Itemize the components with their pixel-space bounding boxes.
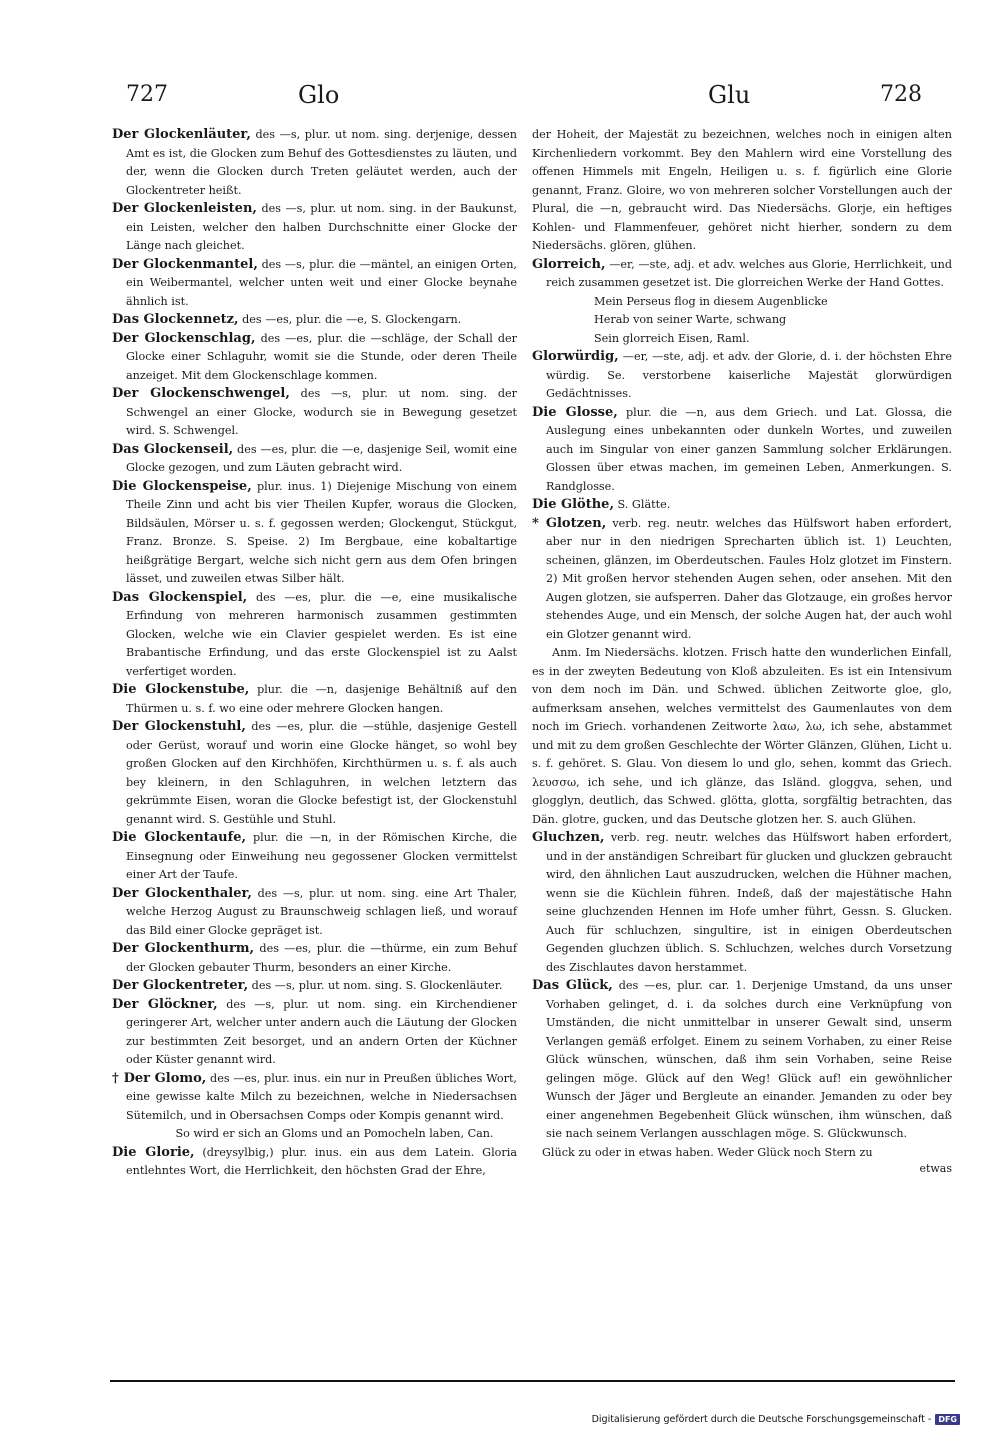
left-page-number: 727 [126,82,168,107]
dictionary-entry [112,441,517,478]
entry-headword: Glorwürdig, [532,349,619,364]
entry-headword: Die Glockentaufe, [112,830,247,845]
entry-headword: Das Glockenseil, [112,441,234,457]
left-running-head: Glo [298,81,340,109]
left-column [112,126,517,1181]
etymology-note: Anm. Im Niedersächs. klotzen. Frisch hatte den wunderlichen Einfall, es in der zweyten Bedeutung von Kloß abzuleiten. Es ist ein Intensivum von dem noch im Dän. und Schwed. üblichen Zeitworte gloe, glo, aufmerksam ansehen, welches vermittelst des Gaumenlautes von dem noch im Griech. vorhandenen Zeitworte λαω, λω, ich sehe, abstammet und mit zu dem großen Geschlechte der Wörter Glänzen, Glühen, Licht u. s. f. gehöret. S. Glau. Von diesem lo und glo, sehen, kommt das Griech. λευσσω, ich sehe, und ich glänze, das Isländ. gloggva, sehen, und glogglyn, deutlich, das Schwed. glötta, glotta, sorgfältig betrachten, das Dän. glotre, gucken, und das Deutsche glotzen her. S. auch Glühen. [532,646,952,826]
dictionary-entry [112,829,517,885]
entry-headword: Der Glockenschwengel, [112,386,290,401]
entry-headword: Die Glockenspeise, [112,478,252,494]
verse-quotation: Sein glorreich Eisen, Raml. [594,331,750,345]
entry-definition: des —s, plur. ut nom. sing. der Schwengel an einer Glocke, wodurch sie in Bewegung gesetzet wird. S. Schwengel. [126,387,517,437]
right-running-head: Glu [708,81,751,109]
entry-definition: des —es, plur. die —e, eine musikalische Erfindung von mehreren harmonisch zusammen gestimmten Glocken, welche wie ein Clavier gespielet werden. Es ist eine Brabantische Erfindung, und das erste Glockenspiel ist zu Aalst verfertiget worden. [126,590,518,678]
dictionary-entry [112,718,517,829]
dictionary-entry [532,404,952,497]
dictionary-entry [112,977,517,996]
entry-definition: plur. inus. 1) Diejenige Mischung von einem Theile Zinn und acht bis vier Theilen Kupfer, woraus die Glocken, Bildsäulen, Mörser u. s. f. gegossen werden; Glockengut, Stückgut, Franz. Bronze. S. Speise. 2) Im Bergbaue, eine kobaltartige heißgrätige Bergart, welche sich nicht gern aus dem Ofen bringen lässet, und zuweilen etwas Silber hält. [126,479,517,585]
entry-definition: des —s, plur. die —mäntel, an einigen Orten, ein Weibermantel, welcher unten weit und einer Glocke beynahe ähnlich ist. [126,257,517,308]
entry-definition: —er, —ste, adj. et adv. welches aus Glorie, Herrlichkeit, und reich zusammen gesetzet ist. Die glorreichen Werke der Hand Gottes. [546,257,952,289]
entry-headword: * Glotzen, [532,515,607,531]
entry-definition: des —s, plur. ut nom. sing. ein Kirchendiener geringerer Art, welcher unter andern auch die Läutung der Glocken zur bestimmten Zeit besorget, und an andern Orten der Küchner oder Küster genannt wird. [126,997,517,1066]
dictionary-entry [112,940,517,977]
verse-quotation: Mein Perseus flog in diesem Augenblicke [594,294,828,308]
right-column [532,126,952,1175]
entry-headword: Der Glockenstuhl, [112,719,246,734]
entry-definition: plur. die —n, aus dem Griech. und Lat. Glossa, die Auslegung eines unbekannten oder dunkeln Wortes, und zuweilen auch im Singular von einer ganzen Sammlung solcher Erklärungen. Glossen über etwas machen, im gemeinen Leben, Anmerkungen. S. Randglosse. [546,405,953,493]
dictionary-entry [112,885,517,941]
entry-continuation-line: Glück zu oder in etwas haben. Weder Glück noch Stern zu [542,1145,873,1159]
dictionary-entry [112,330,517,386]
dictionary-entry [532,348,952,404]
catchword: etwas [919,1161,952,1175]
entry-definition: verb. reg. neutr. welches das Hülfswort haben erfordert, und in der anständigen Schreibart für glucken und gluckzen gebraucht wird, den ähnlichen Laut auszudrucken, welchen die Hühner machen, wenn sie die Küchlein führen. Indeß, daß der majestätische Hahn seine gluchzenden Hennen im Hofe umher führt, Gessn. S. Glucken. Auch für schluchzen, singultire, ist in einigen Oberdeutschen Gegenden gluchzen üblich. S. Schluchzen, welches durch Vorsetzung des Zischlautes davon herstammet. [546,831,952,974]
dictionary-entry [112,126,517,200]
entry-headword: Der Glockenläuter, [112,127,251,142]
entry-definition: (dreysylbig,) plur. inus. ein aus dem Latein. Gloria entlehntes Wort, die Herrlichkeit, den höchsten Grad der Ehre, [126,1145,517,1177]
entry-headword: Glorreich, [532,256,606,272]
entry-definition: des —es, plur. die —e, dasjenige Seil, womit eine Glocke gezogen, und zum Läuten gebracht wird. [126,442,517,474]
dictionary-entry [532,829,952,977]
dictionary-entry [112,385,517,441]
entry-definition: —er, —ste, adj. et adv. der Glorie, d. i. der höchsten Ehre würdig. Se. verstorbene kaiserliche Majestät glorwürdigen Gedächtnisses. [546,350,952,400]
dictionary-entry [112,1144,517,1181]
entry-headword: Die Glorie, [112,1144,195,1160]
dictionary-entry [112,256,517,312]
entry-definition: des —es, plur. die —stühle, dasjenige Gestell oder Gerüst, worauf und worin eine Glocke hänget, so wohl bey großen Glocken auf den Kirchhöfen, Kirchthürmen u. s. f. als auch bey kleinern, in den Schlaguhren, in welchen letztern das gekrümmte Eisen, woran die Glocke befestigt ist, der Glockenstuhl genannt wird. S. Gestühle und Stuhl. [126,720,517,826]
dictionary-entry [112,996,517,1070]
entry-headword: Das Glockennetz, [112,312,239,327]
entry-headword: Das Glockenspiel, [112,589,248,605]
entry-headword: Der Glockenschlag, [112,330,256,346]
footer-text: Digitalisierung gefördert durch die Deutsche Forschungsgemeinschaft - [591,1414,932,1425]
dictionary-entry [532,515,952,645]
entry-headword: Der Glöckner, [112,996,218,1012]
dictionary-entry [112,311,517,330]
entry-definition: des —es, plur. die —thürme, ein zum Behuf der Glocken gebauter Thurm, besonders an einer Kirche. [126,942,518,974]
entry-headword: Der Glockenthaler, [112,885,252,901]
entry-continuation: der Hoheit, der Majestät zu bezeichnen, welches noch in einigen alten Kirchenliedern vorkommt. Bey den Mahlern wird eine Vorstellung des offenen Himmels mit Engeln, Heiligen u. s. f. figürlich eine Glorie genannt, Franz. Gloire, wo von mehreren solcher Vorstellungen auch der Plural, die —n, gebraucht wird. Das Niedersächs. Glorje, ein heftiges Kohlen- und Flammenfeuer, gehöret nicht hierher, sondern zu dem Niedersächs. glören, glühen. [532,128,952,252]
entry-definition: des —es, plur. inus. ein nur in Preußen übliches Wort, eine gewisse kalte Milch zu bezeichnen, welche in Niedersachsen Sütemilch, und in Obersachsen Comps oder Kompis genannt wird. [126,1071,517,1122]
entry-definition: des —es, plur. die —e, S. Glockengarn. [242,313,462,326]
entry-headword: Die Glosse, [532,404,618,420]
footer-rule [110,1380,955,1382]
dictionary-entry [112,1070,517,1126]
entry-definition: des —s, plur. ut nom. sing. S. Glockenläuter. [251,979,503,992]
entry-headword: Das Glück, [532,978,613,993]
verse-quotation: So wird er sich an Gloms und an Pomocheln laben, Can. [175,1127,494,1140]
entry-definition: des —s, plur. ut nom. sing. in der Baukunst, ein Leisten, welcher den halben Durchschnitte einer Glocke der Länge nach gleichet. [126,202,518,252]
dictionary-entry [112,681,517,718]
dictionary-entry [112,478,517,589]
entry-definition: plur. die —n, in der Römischen Kirche, die Einsegnung oder Einweihung neu gegossener Glocken vermittelst einer Art der Taufe. [126,831,517,881]
dfg-logo: DFG [935,1414,960,1425]
dictionary-entry [112,589,517,682]
entry-definition: des —s, plur. ut nom. sing. derjenige, dessen Amt es ist, die Glocken zum Behuf des Gottesdienstes zu läuten, und der, wenn die Glocken durch Treten geläutet werden, auch der Glockentreter heißt. [126,128,518,197]
dictionary-entry [112,200,517,256]
entry-headword: Der Glockenleisten, [112,201,257,216]
entry-definition: des —es, plur. car. 1. Derjenige Umstand, da uns unser Vorhaben gelinget, d. i. da solches durch eine Verknüpfung von Umständen, die nicht unmittelbar in unserer Gewalt sind, unserm Verlangen gemäß erfolget. Einem zu seinem Vorhaben, zu einer Reise Glück wünschen, wünschen, daß ihm sein Vorhaben, seine Reise gelingen möge. Glück auf den Weg! Glück auf! ein gewöhnlicher Wunsch der Jäger und Bergleute an einander. Jemanden zu oder bey einer angenehmen Begebenheit Glück wünschen, ihm wünschen, daß sie nach seinem Verlangen ausschlagen möge. S. Glückwunsch. [546,979,952,1140]
footer [592,1414,960,1425]
dictionary-entry [532,977,952,1144]
entry-headword: Die Glöthe, [532,497,614,512]
dictionary-entry [532,496,952,515]
entry-definition: des —es, plur. die —schläge, der Schall der Glocke einer Schlaguhr, womit sie die Stunde, oder deren Theile anzeiget. Mit dem Glockenschlage kommen. [126,331,517,382]
dictionary-entry [532,256,952,293]
entry-headword: Der Glockenmantel, [112,256,258,272]
entry-headword: Gluchzen, [532,830,605,845]
entry-definition: verb. reg. neutr. welches das Hülfswort haben erfordert, aber nur in den niedrigen Sprecharten üblich ist. 1) Leuchten, scheinen, glänzen, im Oberdeutschen. Faules Holz glotzet im Finstern. 2) Mit großen hervor stehenden Augen sehen, oder ansehen. Mit den Augen glotzen, sie aufsperren. Daher das Glotzauge, ein großes hervor stehendes Auge, und ein Mensch, der solche Augen hat, der auch wohl ein Glotzer genannt wird. [546,516,952,641]
entry-headword: Der Glockenthurm, [112,941,255,956]
entry-definition: S. Glätte. [617,498,671,511]
entry-definition: des —s, plur. ut nom. sing. eine Art Thaler, welche Herzog August zu Braunschweig schlagen ließ, und worauf das Bild einer Glocke gepräget ist. [126,886,517,937]
entry-definition: plur. die —n, dasjenige Behältniß auf den Thürmen u. s. f. wo eine oder mehrere Glocken hangen. [126,683,517,715]
entry-headword: Der Glockentreter, [112,978,249,993]
entry-headword: † Der Glomo, [112,1070,207,1086]
entry-headword: Die Glockenstube, [112,682,250,697]
verse-quotation: Herab von seiner Warte, schwang [594,313,787,326]
right-page-number: 728 [880,82,922,107]
